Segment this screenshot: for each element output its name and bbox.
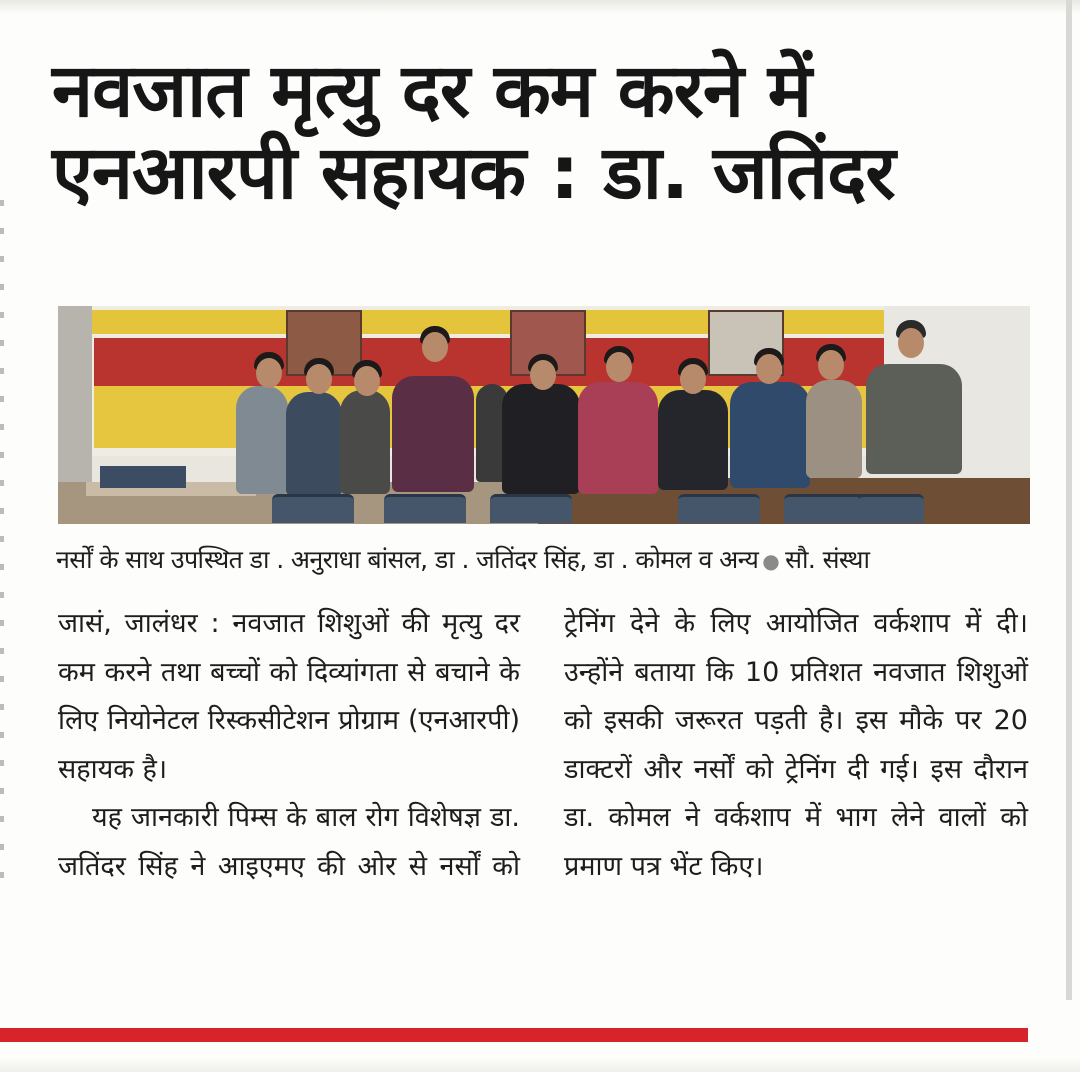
body-paragraph-1: जासं, जालंधर : नवजात शिशुओं की मृत्यु दर कम करने तथा बच्चों को दिव्यांगता से बचाने के लिए नियोनेटल रिस्कसीटेशन प्रोग्राम (एनआरपी) सहायक है। [58,608,520,785]
photo-caption [56,540,1056,581]
headline [52,50,1052,214]
caption-text: नर्सों के साथ उपस्थित डा . अनुराधा बांसल, डा . जतिंदर सिंह, डा . कोमल व अन्य [56,545,759,574]
red-separator-rule [0,1028,1028,1042]
body-column-right [564,600,1028,891]
next-article-edge [0,1058,1080,1072]
headline-line-1: नवजात मृत्यु दर कम करने में [52,48,811,134]
left-margin-edge [0,200,4,900]
body-paragraph-3: ट्रेनिंग देने के लिए आयोजित वर्कशाप में दी। उन्होंने बताया कि 10 प्रतिशत नवजात शिशुओं को इसकी जरूरत पड़ती है। इस मौके पर 20 डाक्टरों और नर्सों को ट्रेनिंग दी गई। इस दौरान डा. कोमल ने वर्कशाप में भाग लेने वालों को प्रमाण पत्र भेंट किए। [564,608,1028,882]
previous-article-edge [0,0,1080,14]
bullet-icon: ● [762,549,780,573]
headline-line-2: एनआरपी सहायक : डा. जतिंदर [52,130,895,216]
photo-credit: सौ. संस्था [785,545,870,574]
column-divider [1066,0,1072,1000]
body-paragraph-2: यह जानकारी पिम्स के बाल रोग विशेषज्ञ डा. जतिंदर सिंह ने आइएमए की ओर से नर्सों को [58,802,520,882]
body-column-left [58,600,520,891]
group-photo [58,306,1030,524]
